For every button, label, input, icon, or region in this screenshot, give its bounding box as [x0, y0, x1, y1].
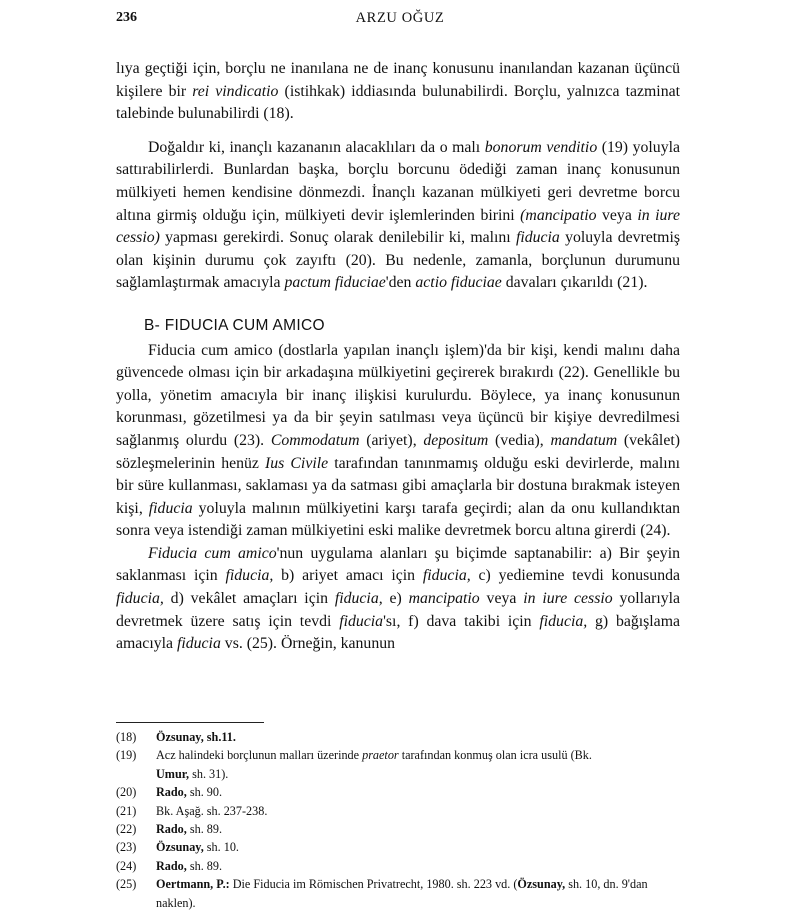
footnote-25: (25) Oertmann, P.: Die Fiducia im Römischen Privatrecht, 1980. sh. 223 vd. (Özsunay, sh. 10, dn. 9'dan naklen). [116, 877, 648, 910]
footnote-19-continuation: Umur, sh. 31). [156, 766, 229, 781]
footnote-24: (24) Rado, sh. 89. [116, 858, 223, 873]
footnotes [116, 728, 680, 912]
footnote-20: (20) Rado, sh. 90. [116, 785, 223, 800]
footnote-divider [116, 722, 264, 723]
footnote-22: (22) Rado, sh. 89. [116, 822, 223, 837]
body-text [116, 58, 680, 656]
section-heading: B- FIDUCIA CUM AMICO [144, 316, 325, 334]
paragraph-1: lıya geçtiği için, borçlu ne inanılana ne de inanç konusunu inanılandan kazanan üçüncü kişilere bir rei vindicatio (istihkak) iddiasında bulunabilirdi. Borçlu, yalnızca tazminat talebinde bulunabilirdi (18). [116, 60, 680, 123]
footnote-19: (19) Acz halindeki borçlunun malları üzerinde praetor tarafından konmuş olan icra usulü (Bk. [116, 748, 592, 763]
paragraph-3: Fiducia cum amico (dostlarla yapılan inançlı işlem)'da bir kişi, kendi malını daha güvencede olması için bir arkadaşına mülkiyetini geçirerek bırakırdı (22). Genellikle bu yolla, yönetim amacıyla bir inanç ilişkisi kurulurdu. Böylece, ya inanç konusunun korunması, gözetilmesi ya da bir şeyin satılması veya üçüncü bir kişiye devredilmesi sağlanmış olurdu (23). Commodatum (ariyet), depositum (vedia), mandatum (vekâlet) sözleşmelerinin henüz Ius Civile tarafından tanınmamış olduğu eski devirlerde, malını bir süre kullanması, saklaması ya da satması gibi amaçlarla bir dostuna bırakmak isteyen kişi, fiducia yoluyla malının mülkiyetini karşı tarafa geçirdi; alan da onu kullandıktan sonra veya istendiği zaman mülkiyetini eski malike devretmek borcu altına girerdi (24). [116, 341, 680, 540]
paragraph-2: Doğaldır ki, inançlı kazananın alacaklıları da o malı bonorum venditio (19) yoluyla sattırabilirlerdi. Bunlardan başka, borçlu borcunu ödediği zaman inanç konusunun mülkiyeti hemen kendisine dönmezdi. İnançlı kazanan mülkiyeti geri devretme borcu altına girmiş olduğu için, mülkiyeti devir işlemlerinden birini (mancipatio veya in iure cessio) yapması gerekirdi. Sonuç olarak denilebilir ki, malını fiducia yoluyla devretmiş olan kişinin durumu çok zayıftı (20). Bu nedenle, zamanla, borçlunun durumunu sağlamlaştırmak amacıyla pactum fiduciae'den actio fiduciae davaları çıkarıldı (21). [116, 138, 680, 292]
footnote-21: (21) Bk. Aşağ. sh. 237-238. [116, 803, 268, 818]
paragraph-4: Fiducia cum amico'nun uygulama alanları şu biçimde saptanabilir: a) Bir şeyin saklanması için fiducia, b) ariyet amacı için fiducia, c) yediemine tevdi konusunda fiducia, d) vekâlet amaçları için fiducia, e) mancipatio veya in iure cessio yollarıyla devretmek üzere satış için tevdi fiducia'sı, f) dava takibi için fiducia, g) bağışlama amacıyla fiducia vs. (25). Örneğin, kanunun [116, 544, 681, 653]
running-title: ARZU OĞUZ [355, 10, 445, 26]
footnote-18: (18) Özsunay, sh.11. [116, 730, 236, 744]
footnote-23: (23) Özsunay, sh. 10. [116, 840, 239, 855]
page-number: 236 [116, 10, 137, 25]
